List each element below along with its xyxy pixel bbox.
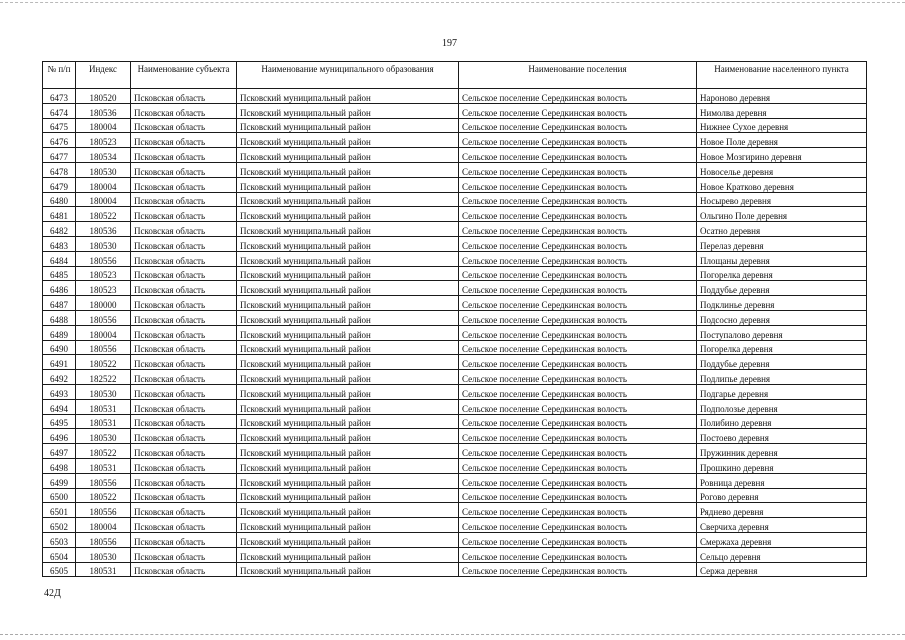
cell-locality: Подсосно деревня	[697, 310, 867, 325]
header-index: Индекс	[76, 62, 131, 89]
cell-settlement: Сельское поселение Середкинская волость	[459, 296, 697, 311]
table-row	[43, 562, 867, 577]
table-row	[43, 103, 867, 118]
cell-municipality: Псковский муниципальный район	[237, 399, 459, 414]
cell-settlement: Сельское поселение Середкинская волость	[459, 429, 697, 444]
cell-num: 6474	[43, 103, 76, 118]
cell-index: 180520	[76, 89, 131, 104]
cell-subject: Псковская область	[131, 222, 237, 237]
cell-subject: Псковская область	[131, 444, 237, 459]
cell-municipality: Псковский муниципальный район	[237, 547, 459, 562]
cell-subject: Псковская область	[131, 473, 237, 488]
table-row	[43, 266, 867, 281]
cell-settlement: Сельское поселение Середкинская волость	[459, 207, 697, 222]
cell-num: 6485	[43, 266, 76, 281]
cell-num: 6504	[43, 547, 76, 562]
cell-municipality: Псковский муниципальный район	[237, 444, 459, 459]
scan-bottom-edge	[0, 634, 905, 635]
cell-index: 180530	[76, 547, 131, 562]
cell-municipality: Псковский муниципальный район	[237, 384, 459, 399]
cell-subject: Псковская область	[131, 429, 237, 444]
table-row	[43, 532, 867, 547]
cell-locality: Подполозье деревня	[697, 399, 867, 414]
cell-subject: Псковская область	[131, 177, 237, 192]
cell-num: 6505	[43, 562, 76, 577]
cell-settlement: Сельское поселение Середкинская волость	[459, 222, 697, 237]
cell-municipality: Псковский муниципальный район	[237, 148, 459, 163]
cell-num: 6480	[43, 192, 76, 207]
table-row	[43, 118, 867, 133]
cell-num: 6487	[43, 296, 76, 311]
cell-num: 6501	[43, 503, 76, 518]
cell-subject: Псковская область	[131, 325, 237, 340]
cell-municipality: Псковский муниципальный район	[237, 518, 459, 533]
cell-locality: Носырево деревня	[697, 192, 867, 207]
cell-num: 6495	[43, 414, 76, 429]
cell-index: 180004	[76, 192, 131, 207]
header-num: № п/п	[43, 62, 76, 89]
cell-num: 6481	[43, 207, 76, 222]
cell-locality: Пружинник деревня	[697, 444, 867, 459]
cell-settlement: Сельское поселение Середкинская волость	[459, 340, 697, 355]
cell-num: 6499	[43, 473, 76, 488]
cell-settlement: Сельское поселение Середкинская волость	[459, 236, 697, 251]
cell-index: 180004	[76, 118, 131, 133]
cell-subject: Псковская область	[131, 266, 237, 281]
cell-subject: Псковская область	[131, 162, 237, 177]
table-row	[43, 399, 867, 414]
cell-index: 180556	[76, 251, 131, 266]
cell-locality: Сержа деревня	[697, 562, 867, 577]
cell-subject: Псковская область	[131, 355, 237, 370]
cell-index: 180530	[76, 384, 131, 399]
cell-num: 6497	[43, 444, 76, 459]
cell-subject: Псковская область	[131, 118, 237, 133]
cell-municipality: Псковский муниципальный район	[237, 503, 459, 518]
cell-settlement: Сельское поселение Середкинская волость	[459, 532, 697, 547]
cell-settlement: Сельское поселение Середкинская волость	[459, 148, 697, 163]
cell-locality: Поступалово деревня	[697, 325, 867, 340]
cell-index: 180000	[76, 296, 131, 311]
table-body	[43, 89, 867, 577]
cell-num: 6479	[43, 177, 76, 192]
cell-settlement: Сельское поселение Середкинская волость	[459, 370, 697, 385]
cell-subject: Псковская область	[131, 488, 237, 503]
table-row	[43, 222, 867, 237]
cell-index: 180536	[76, 222, 131, 237]
cell-locality: Смержаха деревня	[697, 532, 867, 547]
table-row	[43, 177, 867, 192]
cell-num: 6489	[43, 325, 76, 340]
cell-settlement: Сельское поселение Середкинская волость	[459, 458, 697, 473]
table-header	[43, 62, 867, 89]
cell-index: 180556	[76, 340, 131, 355]
cell-index: 180523	[76, 281, 131, 296]
cell-index: 180536	[76, 103, 131, 118]
cell-settlement: Сельское поселение Середкинская волость	[459, 444, 697, 459]
cell-settlement: Сельское поселение Середкинская волость	[459, 325, 697, 340]
cell-index: 180004	[76, 177, 131, 192]
cell-locality: Подгарье деревня	[697, 384, 867, 399]
cell-index: 180523	[76, 133, 131, 148]
cell-subject: Псковская область	[131, 192, 237, 207]
table-row	[43, 207, 867, 222]
header-locality: Наименование населенного пункта	[697, 62, 867, 89]
cell-num: 6493	[43, 384, 76, 399]
table-row	[43, 192, 867, 207]
cell-subject: Псковская область	[131, 281, 237, 296]
cell-locality: Осатно деревня	[697, 222, 867, 237]
header-settlement: Наименование поселения	[459, 62, 697, 89]
cell-index: 180534	[76, 148, 131, 163]
cell-locality: Новоселье деревня	[697, 162, 867, 177]
cell-municipality: Псковский муниципальный район	[237, 562, 459, 577]
cell-locality: Нимолва деревня	[697, 103, 867, 118]
cell-locality: Погорелка деревня	[697, 340, 867, 355]
cell-locality: Полибино деревня	[697, 414, 867, 429]
table-row	[43, 281, 867, 296]
cell-settlement: Сельское поселение Середкинская волость	[459, 118, 697, 133]
cell-subject: Псковская область	[131, 562, 237, 577]
cell-index: 180531	[76, 414, 131, 429]
cell-locality: Ряднево деревня	[697, 503, 867, 518]
cell-settlement: Сельское поселение Середкинская волость	[459, 384, 697, 399]
cell-settlement: Сельское поселение Середкинская волость	[459, 355, 697, 370]
cell-municipality: Псковский муниципальный район	[237, 458, 459, 473]
cell-locality: Нароново деревня	[697, 89, 867, 104]
cell-subject: Псковская область	[131, 458, 237, 473]
cell-locality: Прошкино деревня	[697, 458, 867, 473]
cell-settlement: Сельское поселение Середкинская волость	[459, 414, 697, 429]
cell-num: 6491	[43, 355, 76, 370]
cell-index: 180004	[76, 518, 131, 533]
cell-municipality: Псковский муниципальный район	[237, 532, 459, 547]
cell-settlement: Сельское поселение Середкинская волость	[459, 133, 697, 148]
cell-num: 6483	[43, 236, 76, 251]
table-row	[43, 503, 867, 518]
cell-num: 6500	[43, 488, 76, 503]
cell-settlement: Сельское поселение Середкинская волость	[459, 177, 697, 192]
cell-locality: Погорелка деревня	[697, 266, 867, 281]
cell-subject: Псковская область	[131, 399, 237, 414]
cell-municipality: Псковский муниципальный район	[237, 266, 459, 281]
cell-num: 6488	[43, 310, 76, 325]
table-row	[43, 458, 867, 473]
cell-subject: Псковская область	[131, 532, 237, 547]
table-row	[43, 236, 867, 251]
cell-num: 6494	[43, 399, 76, 414]
cell-subject: Псковская область	[131, 133, 237, 148]
table-row	[43, 162, 867, 177]
cell-settlement: Сельское поселение Середкинская волость	[459, 547, 697, 562]
cell-municipality: Псковский муниципальный район	[237, 370, 459, 385]
cell-subject: Псковская область	[131, 370, 237, 385]
table-row	[43, 340, 867, 355]
cell-locality: Поддубье деревня	[697, 355, 867, 370]
table-row	[43, 473, 867, 488]
table-row	[43, 488, 867, 503]
table-row	[43, 148, 867, 163]
cell-subject: Псковская область	[131, 384, 237, 399]
cell-subject: Псковская область	[131, 518, 237, 533]
cell-subject: Псковская область	[131, 310, 237, 325]
cell-index: 180556	[76, 532, 131, 547]
cell-index: 180530	[76, 236, 131, 251]
table-row	[43, 325, 867, 340]
cell-municipality: Псковский муниципальный район	[237, 310, 459, 325]
cell-municipality: Псковский муниципальный район	[237, 162, 459, 177]
cell-index: 180522	[76, 207, 131, 222]
cell-num: 6496	[43, 429, 76, 444]
cell-municipality: Псковский муниципальный район	[237, 429, 459, 444]
cell-num: 6475	[43, 118, 76, 133]
settlements-table	[42, 61, 867, 577]
cell-index: 180530	[76, 162, 131, 177]
cell-settlement: Сельское поселение Середкинская волость	[459, 310, 697, 325]
cell-num: 6484	[43, 251, 76, 266]
cell-municipality: Псковский муниципальный район	[237, 103, 459, 118]
cell-index: 182522	[76, 370, 131, 385]
cell-municipality: Псковский муниципальный район	[237, 296, 459, 311]
cell-num: 6473	[43, 89, 76, 104]
cell-num: 6503	[43, 532, 76, 547]
table-row	[43, 370, 867, 385]
cell-settlement: Сельское поселение Середкинская волость	[459, 103, 697, 118]
cell-index: 180531	[76, 458, 131, 473]
cell-subject: Псковская область	[131, 547, 237, 562]
table-row	[43, 384, 867, 399]
cell-subject: Псковская область	[131, 148, 237, 163]
cell-settlement: Сельское поселение Середкинская волость	[459, 281, 697, 296]
cell-settlement: Сельское поселение Середкинская волость	[459, 251, 697, 266]
cell-settlement: Сельское поселение Середкинская волость	[459, 399, 697, 414]
cell-locality: Сверчиха деревня	[697, 518, 867, 533]
cell-municipality: Псковский муниципальный район	[237, 281, 459, 296]
table-row	[43, 133, 867, 148]
page-number: 197	[442, 38, 457, 49]
cell-municipality: Псковский муниципальный район	[237, 325, 459, 340]
cell-subject: Псковская область	[131, 503, 237, 518]
header-subject: Наименование субъекта	[131, 62, 237, 89]
cell-subject: Псковская область	[131, 89, 237, 104]
cell-locality: Перелаз деревня	[697, 236, 867, 251]
table-row	[43, 547, 867, 562]
cell-municipality: Псковский муниципальный район	[237, 355, 459, 370]
cell-locality: Сельцо деревня	[697, 547, 867, 562]
table-row	[43, 429, 867, 444]
cell-settlement: Сельское поселение Середкинская волость	[459, 562, 697, 577]
cell-settlement: Сельское поселение Середкинская волость	[459, 192, 697, 207]
cell-index: 180522	[76, 444, 131, 459]
cell-municipality: Псковский муниципальный район	[237, 222, 459, 237]
table-row	[43, 355, 867, 370]
cell-locality: Новое Поле деревня	[697, 133, 867, 148]
cell-index: 180531	[76, 562, 131, 577]
footer-code: 42Д	[44, 588, 61, 599]
cell-municipality: Псковский муниципальный район	[237, 488, 459, 503]
header-municipality: Наименование муниципального образования	[237, 62, 459, 89]
cell-municipality: Псковский муниципальный район	[237, 340, 459, 355]
cell-locality: Подклинье деревня	[697, 296, 867, 311]
cell-municipality: Псковский муниципальный район	[237, 118, 459, 133]
cell-municipality: Псковский муниципальный район	[237, 473, 459, 488]
cell-index: 180556	[76, 503, 131, 518]
cell-index: 180556	[76, 310, 131, 325]
cell-municipality: Псковский муниципальный район	[237, 236, 459, 251]
cell-index: 180530	[76, 429, 131, 444]
cell-num: 6477	[43, 148, 76, 163]
cell-locality: Ровница деревня	[697, 473, 867, 488]
cell-subject: Псковская область	[131, 414, 237, 429]
cell-subject: Псковская область	[131, 236, 237, 251]
cell-num: 6486	[43, 281, 76, 296]
cell-municipality: Псковский муниципальный район	[237, 207, 459, 222]
cell-num: 6482	[43, 222, 76, 237]
cell-settlement: Сельское поселение Середкинская волость	[459, 488, 697, 503]
cell-index: 180522	[76, 355, 131, 370]
cell-index: 180531	[76, 399, 131, 414]
cell-subject: Псковская область	[131, 207, 237, 222]
cell-settlement: Сельское поселение Середкинская волость	[459, 89, 697, 104]
cell-subject: Псковская область	[131, 251, 237, 266]
cell-settlement: Сельское поселение Середкинская волость	[459, 473, 697, 488]
cell-municipality: Псковский муниципальный район	[237, 177, 459, 192]
table-row	[43, 310, 867, 325]
cell-num: 6476	[43, 133, 76, 148]
cell-num: 6502	[43, 518, 76, 533]
header-row	[43, 62, 867, 89]
cell-num: 6492	[43, 370, 76, 385]
cell-num: 6490	[43, 340, 76, 355]
cell-municipality: Псковский муниципальный район	[237, 414, 459, 429]
cell-index: 180556	[76, 473, 131, 488]
cell-locality: Подлипье деревня	[697, 370, 867, 385]
cell-settlement: Сельское поселение Середкинская волость	[459, 503, 697, 518]
cell-locality: Нижнее Сухое деревня	[697, 118, 867, 133]
cell-locality: Площаны деревня	[697, 251, 867, 266]
cell-municipality: Псковский муниципальный район	[237, 133, 459, 148]
cell-locality: Новое Кратково деревня	[697, 177, 867, 192]
cell-locality: Новое Мозгирино деревня	[697, 148, 867, 163]
scan-top-edge	[0, 2, 905, 3]
table-row	[43, 89, 867, 104]
table-row	[43, 518, 867, 533]
cell-index: 180523	[76, 266, 131, 281]
table-row	[43, 296, 867, 311]
cell-municipality: Псковский муниципальный район	[237, 251, 459, 266]
cell-index: 180522	[76, 488, 131, 503]
cell-index: 180004	[76, 325, 131, 340]
cell-municipality: Псковский муниципальный район	[237, 89, 459, 104]
table-row	[43, 444, 867, 459]
cell-subject: Псковская область	[131, 340, 237, 355]
cell-settlement: Сельское поселение Середкинская волость	[459, 162, 697, 177]
cell-locality: Постоево деревня	[697, 429, 867, 444]
cell-subject: Псковская область	[131, 296, 237, 311]
cell-num: 6498	[43, 458, 76, 473]
cell-municipality: Псковский муниципальный район	[237, 192, 459, 207]
cell-locality: Ольгино Поле деревня	[697, 207, 867, 222]
cell-subject: Псковская область	[131, 103, 237, 118]
table-row	[43, 251, 867, 266]
cell-settlement: Сельское поселение Середкинская волость	[459, 518, 697, 533]
table-row	[43, 414, 867, 429]
cell-locality: Рогово деревня	[697, 488, 867, 503]
cell-num: 6478	[43, 162, 76, 177]
cell-locality: Поддубье деревня	[697, 281, 867, 296]
cell-settlement: Сельское поселение Середкинская волость	[459, 266, 697, 281]
